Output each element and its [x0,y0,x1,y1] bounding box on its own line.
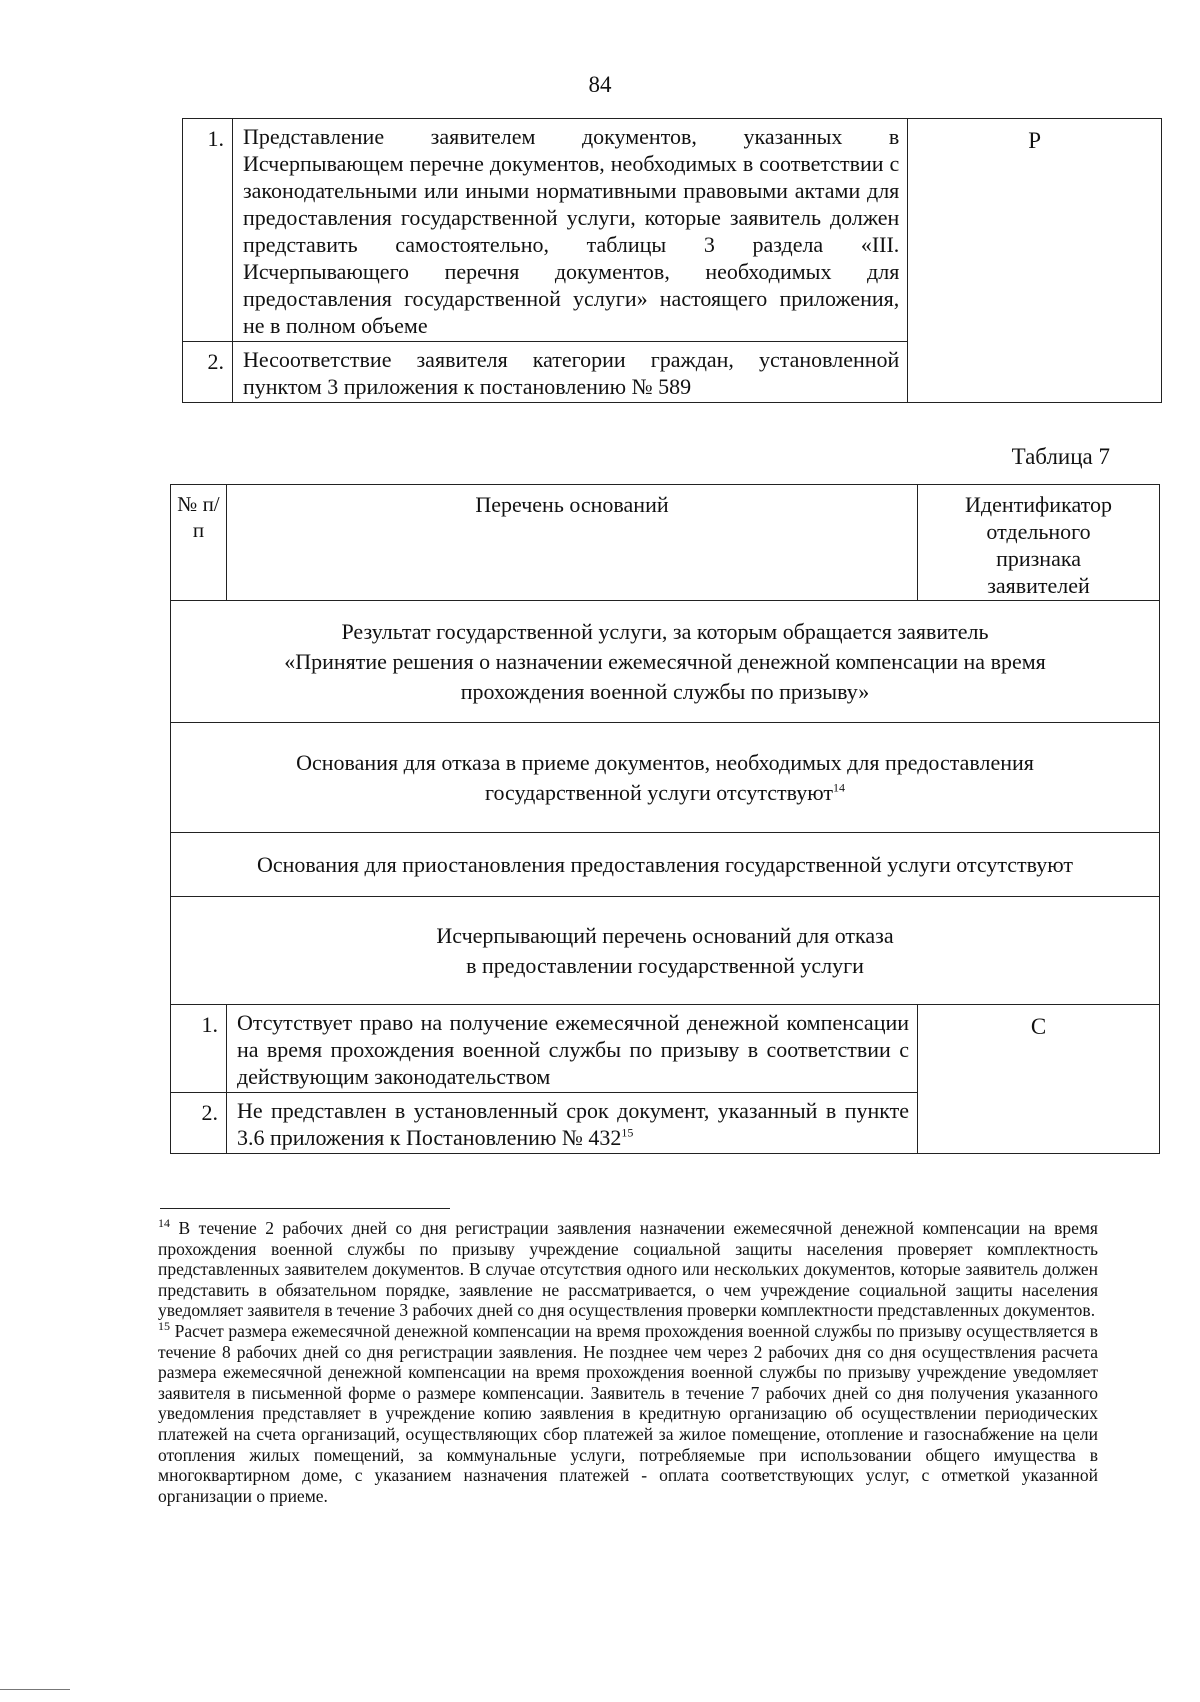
row-number: 1. [183,119,233,342]
footnote-text: Расчет размера ежемесячной денежной компенсации на время прохождения военной службы по призыву осуществляется в течение 8 рабочих дней со дня регистрации заявления. Не позднее чем через 2 рабочих дня со дня осуществления расчета размера ежемесячной денежной компенсации на время прохождения военной службы по призыву учреждение уведомляет заявителя в письменной форме о размере компенсации. Заявитель в течение 7 рабочих дней со дня получения указанного уведомления представляет в учреждение копию заявления в кредитную организацию об осуществлении периодических платежей на счета организаций, осуществляющих сбор платежей за жилое помещение, отопление и газоснабжение на цели отопления жилых помещений, за коммунальные услуги, потребляемые при использовании общего имущества в многоквартирном доме, с указанием назначения платежей - оплата соответствующих услуг, с отметкой указанной организации о приеме. [158,1320,1098,1506]
section-suspend-text: Основания для приостановления предоставления государственной услуги отсутствуют [171,833,1160,897]
section-refuse-documents-text: Основания для отказа в приеме документов, необходимых для предоставления государственной услуги отсутствуют [296,749,1034,805]
row-text: Отсутствует право на получение ежемесячной денежной компенсации на время прохождения военной службы по призыву в соответствии с действующим законодательством [226,1005,917,1093]
page-number: 84 [588,72,612,97]
identifier-code: Р [908,119,1162,403]
row-number: 1. [171,1005,227,1093]
section-refuse-documents [171,723,1160,833]
header-identifier: Идентификатор отдельного признака заявителей [918,485,1160,601]
footnote-ref-15: 15 [621,1125,634,1140]
result-section [171,601,1160,723]
table-label: Таблица 7 [1011,444,1110,469]
header-number: № п/п [171,485,227,601]
section-suspend [171,833,1160,897]
result-title: Результат государственной услуги, за которым обращается заявитель [341,618,989,644]
section-refuse-title-line1: Исчерпывающий перечень оснований для отказа [436,922,894,948]
footnote-ref-14: 14 [833,780,846,795]
table-7 [170,484,1160,1154]
section-refuse-service [171,897,1160,1005]
table-row [171,1005,1160,1093]
footnote-15 [158,1321,1098,1506]
footnote-mark: 15 [158,1319,170,1334]
result-service-name: «Принятие решения о назначении ежемесячной денежной компенсации на время прохождения военной службы по призыву» [284,648,1046,704]
row-number: 2. [183,342,233,403]
footnote-14 [158,1218,1098,1321]
row-text: Представление заявителем документов, указанных в Исчерпывающем перечне документов, необходимых в соответствии с законодательными или иными нормативными правовыми актами для предоставления государственной услуги, которые заявитель должен представить самостоятельно, таблицы 3 раздела «III. Исчерпывающего перечня документов, необходимых для предоставления государственной услуги» настоящего приложения, не в полном объеме [232,119,907,342]
table-header [171,485,1160,601]
row-text: Несоответствие заявителя категории граждан, установленной пунктом 3 приложения к постановлению № 589 [232,342,907,403]
table-row [183,119,1162,342]
footnotes [158,1218,1098,1506]
footnote-mark: 14 [158,1216,170,1231]
row-text: Не представлен в установленный срок документ, указанный в пункте 3.6 приложения к Постановлению № 432 [236,1098,910,1150]
identifier-code: С [918,1005,1160,1154]
header-reasons: Перечень оснований [226,485,917,601]
section-refuse-title-line2: в предоставлении государственной услуги [466,952,864,978]
scan-edge-line [0,1689,70,1690]
previous-table [182,118,1162,403]
row-number: 2. [171,1093,227,1154]
footnote-separator [160,1208,450,1209]
footnote-text: В течение 2 рабочих дней со дня регистрации заявления назначении ежемесячной денежной компенсации на время прохождения военной службы по призыву учреждение социальной защиты населения проверяет комплектность представленных заявителем документов. В случае отсутствия одного или нескольких документов, которые заявитель должен представить в обязательном порядке, заявление не рассматривается, о чем учреждение социальной защиты населения уведомляет заявителя в течение 3 рабочих дней со дня осуществления проверки комплектности представленных документов. [158,1218,1098,1321]
